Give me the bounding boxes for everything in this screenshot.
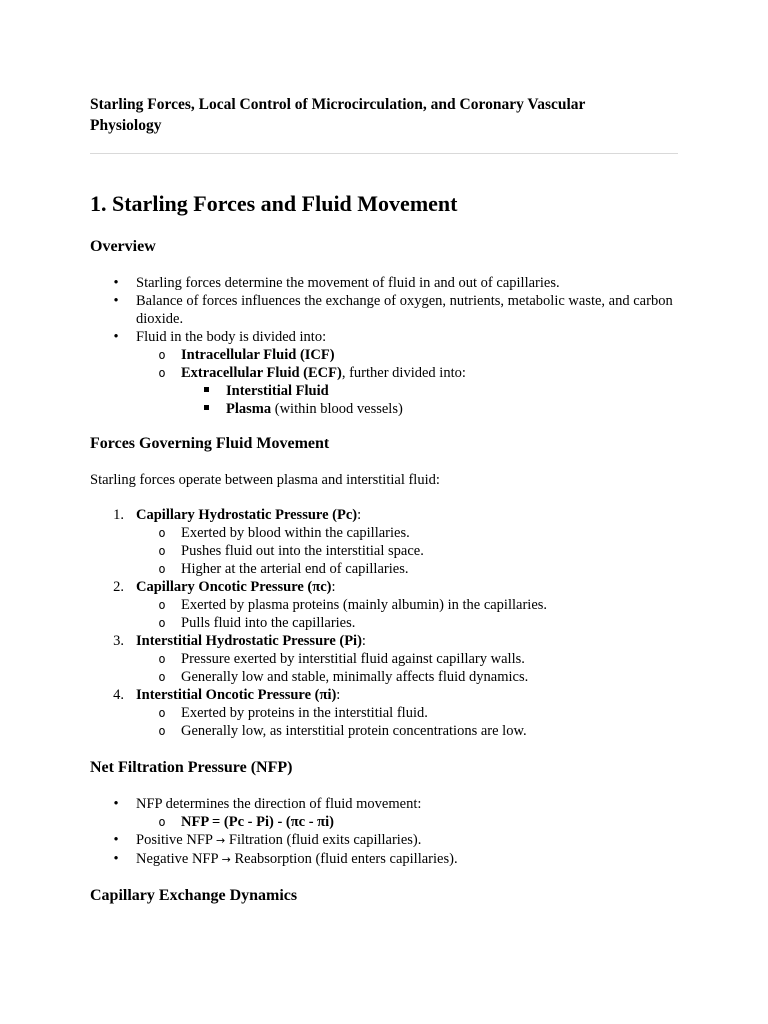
list-item-text: Generally low and stable, minimally affects fluid dynamics.	[181, 669, 529, 685]
list-item	[90, 596, 678, 614]
list-item-text: Reabsorption (fluid enters capillaries).	[230, 851, 458, 867]
circle-bullet-icon: o	[158, 366, 166, 380]
list-item	[90, 831, 678, 850]
list-number: 4.	[113, 687, 124, 703]
circle-bullet-icon: o	[158, 544, 166, 558]
section-1-heading: 1. Starling Forces and Fluid Movement	[90, 191, 458, 216]
circle-bullet-icon: o	[158, 616, 166, 630]
list-item-text: Negative NFP	[136, 851, 222, 867]
force-title: Capillary Hydrostatic Pressure (Pc)	[136, 507, 358, 523]
list-item	[90, 686, 678, 740]
forces-heading: Forces Governing Fluid Movement	[90, 435, 330, 452]
circle-bullet-icon: o	[158, 562, 166, 576]
ecf-rest-text: , further divided into:	[341, 365, 466, 381]
list-item	[90, 795, 678, 831]
circle-bullet-icon: o	[158, 598, 166, 612]
list-item-text: Starling forces determine the movement of fluid in and out of capillaries.	[136, 275, 560, 291]
force-points	[136, 704, 678, 740]
list-item	[90, 328, 678, 418]
list-item	[90, 813, 678, 831]
list-item-text: Balance of forces influences the exchange of oxygen, nutrients, metabolic waste, and carbon dioxide.	[136, 293, 673, 327]
nfp-formula: NFP = (Pc - Pi) - (πc - πi)	[181, 814, 334, 830]
list-item-text: Pressure exerted by interstitial fluid against capillary walls.	[181, 651, 525, 667]
ecf-sublist	[181, 382, 678, 418]
list-item-text: Pulls fluid into the capillaries.	[181, 615, 356, 631]
circle-bullet-icon: o	[158, 526, 166, 540]
force-title: Interstitial Oncotic Pressure (πi)	[136, 687, 337, 703]
force-title-suffix: :	[357, 507, 362, 523]
circle-bullet-icon: o	[158, 652, 166, 666]
list-item	[90, 560, 678, 578]
list-item	[90, 632, 678, 686]
force-points	[136, 524, 678, 578]
list-item	[90, 722, 678, 740]
document-title: Starling Forces, Local Control of Microcirculation, and Coronary Vascular Physiology	[90, 96, 586, 134]
list-item	[90, 364, 678, 418]
ecf-label: Extracellular Fluid (ECF)	[181, 365, 342, 381]
nfp-heading: Net Filtration Pressure (NFP)	[90, 759, 293, 776]
right-arrow-icon: →	[216, 834, 226, 847]
list-item	[90, 614, 678, 632]
list-item-text: Exerted by blood within the capillaries.	[181, 525, 410, 541]
list-item	[90, 506, 678, 578]
force-title-suffix: :	[361, 633, 366, 649]
interstitial-fluid-label: Interstitial Fluid	[226, 383, 329, 399]
list-item	[90, 650, 678, 668]
list-item	[90, 274, 678, 292]
forces-intro: Starling forces operate between plasma and interstitial fluid:	[90, 472, 440, 488]
icf-label: Intracellular Fluid (ICF)	[181, 347, 335, 363]
force-title: Capillary Oncotic Pressure (πc)	[136, 579, 332, 595]
force-points	[136, 650, 678, 686]
circle-bullet-icon: o	[158, 724, 166, 738]
nfp-list	[90, 795, 678, 869]
overview-heading: Overview	[90, 238, 156, 255]
bullet-icon	[106, 831, 126, 849]
circle-bullet-icon: o	[158, 706, 166, 720]
list-item	[90, 704, 678, 722]
list-item-text: NFP determines the direction of fluid movement:	[136, 796, 422, 812]
list-item	[90, 524, 678, 542]
circle-bullet-icon: o	[158, 815, 166, 829]
list-item	[90, 292, 678, 328]
fluid-compartments-list	[136, 346, 678, 418]
title-divider	[90, 153, 678, 154]
overview-list	[90, 274, 678, 418]
list-item	[90, 346, 678, 364]
list-item-text: Generally low, as interstitial protein concentrations are low.	[181, 723, 527, 739]
plasma-rest-text: (within blood vessels)	[271, 401, 403, 417]
nfp-formula-list	[136, 813, 678, 831]
bullet-icon	[106, 328, 126, 346]
right-arrow-icon: →	[221, 853, 231, 866]
force-points	[136, 596, 678, 632]
list-number: 3.	[113, 633, 124, 649]
plasma-label: Plasma	[226, 401, 272, 417]
force-title-suffix: :	[336, 687, 341, 703]
list-item-text: Higher at the arterial end of capillaries.	[181, 561, 409, 577]
force-title: Interstitial Hydrostatic Pressure (Pi)	[136, 633, 362, 649]
list-item	[90, 850, 678, 869]
list-item	[90, 578, 678, 632]
list-number: 1.	[113, 507, 124, 523]
list-item-text: Filtration (fluid exits capillaries).	[225, 832, 422, 848]
list-item	[90, 668, 678, 686]
list-item	[90, 382, 678, 400]
list-item-text: Fluid in the body is divided into:	[136, 329, 327, 345]
square-bullet-icon	[196, 382, 216, 400]
circle-bullet-icon: o	[158, 670, 166, 684]
circle-bullet-icon: o	[158, 348, 166, 362]
capillary-exchange-heading: Capillary Exchange Dynamics	[90, 887, 298, 904]
forces-list	[90, 506, 678, 740]
list-item-text: Positive NFP	[136, 832, 217, 848]
bullet-icon	[106, 795, 126, 813]
bullet-icon	[106, 850, 126, 868]
list-item-text: Pushes fluid out into the interstitial space.	[181, 543, 424, 559]
force-title-suffix: :	[331, 579, 336, 595]
list-item-text: Exerted by proteins in the interstitial fluid.	[181, 705, 428, 721]
list-number: 2.	[113, 579, 124, 595]
list-item-text: Exerted by plasma proteins (mainly albumin) in the capillaries.	[181, 597, 548, 613]
list-item	[90, 542, 678, 560]
bullet-icon	[106, 292, 126, 310]
square-bullet-icon	[196, 400, 216, 418]
list-item	[90, 400, 678, 418]
bullet-icon	[106, 274, 126, 292]
